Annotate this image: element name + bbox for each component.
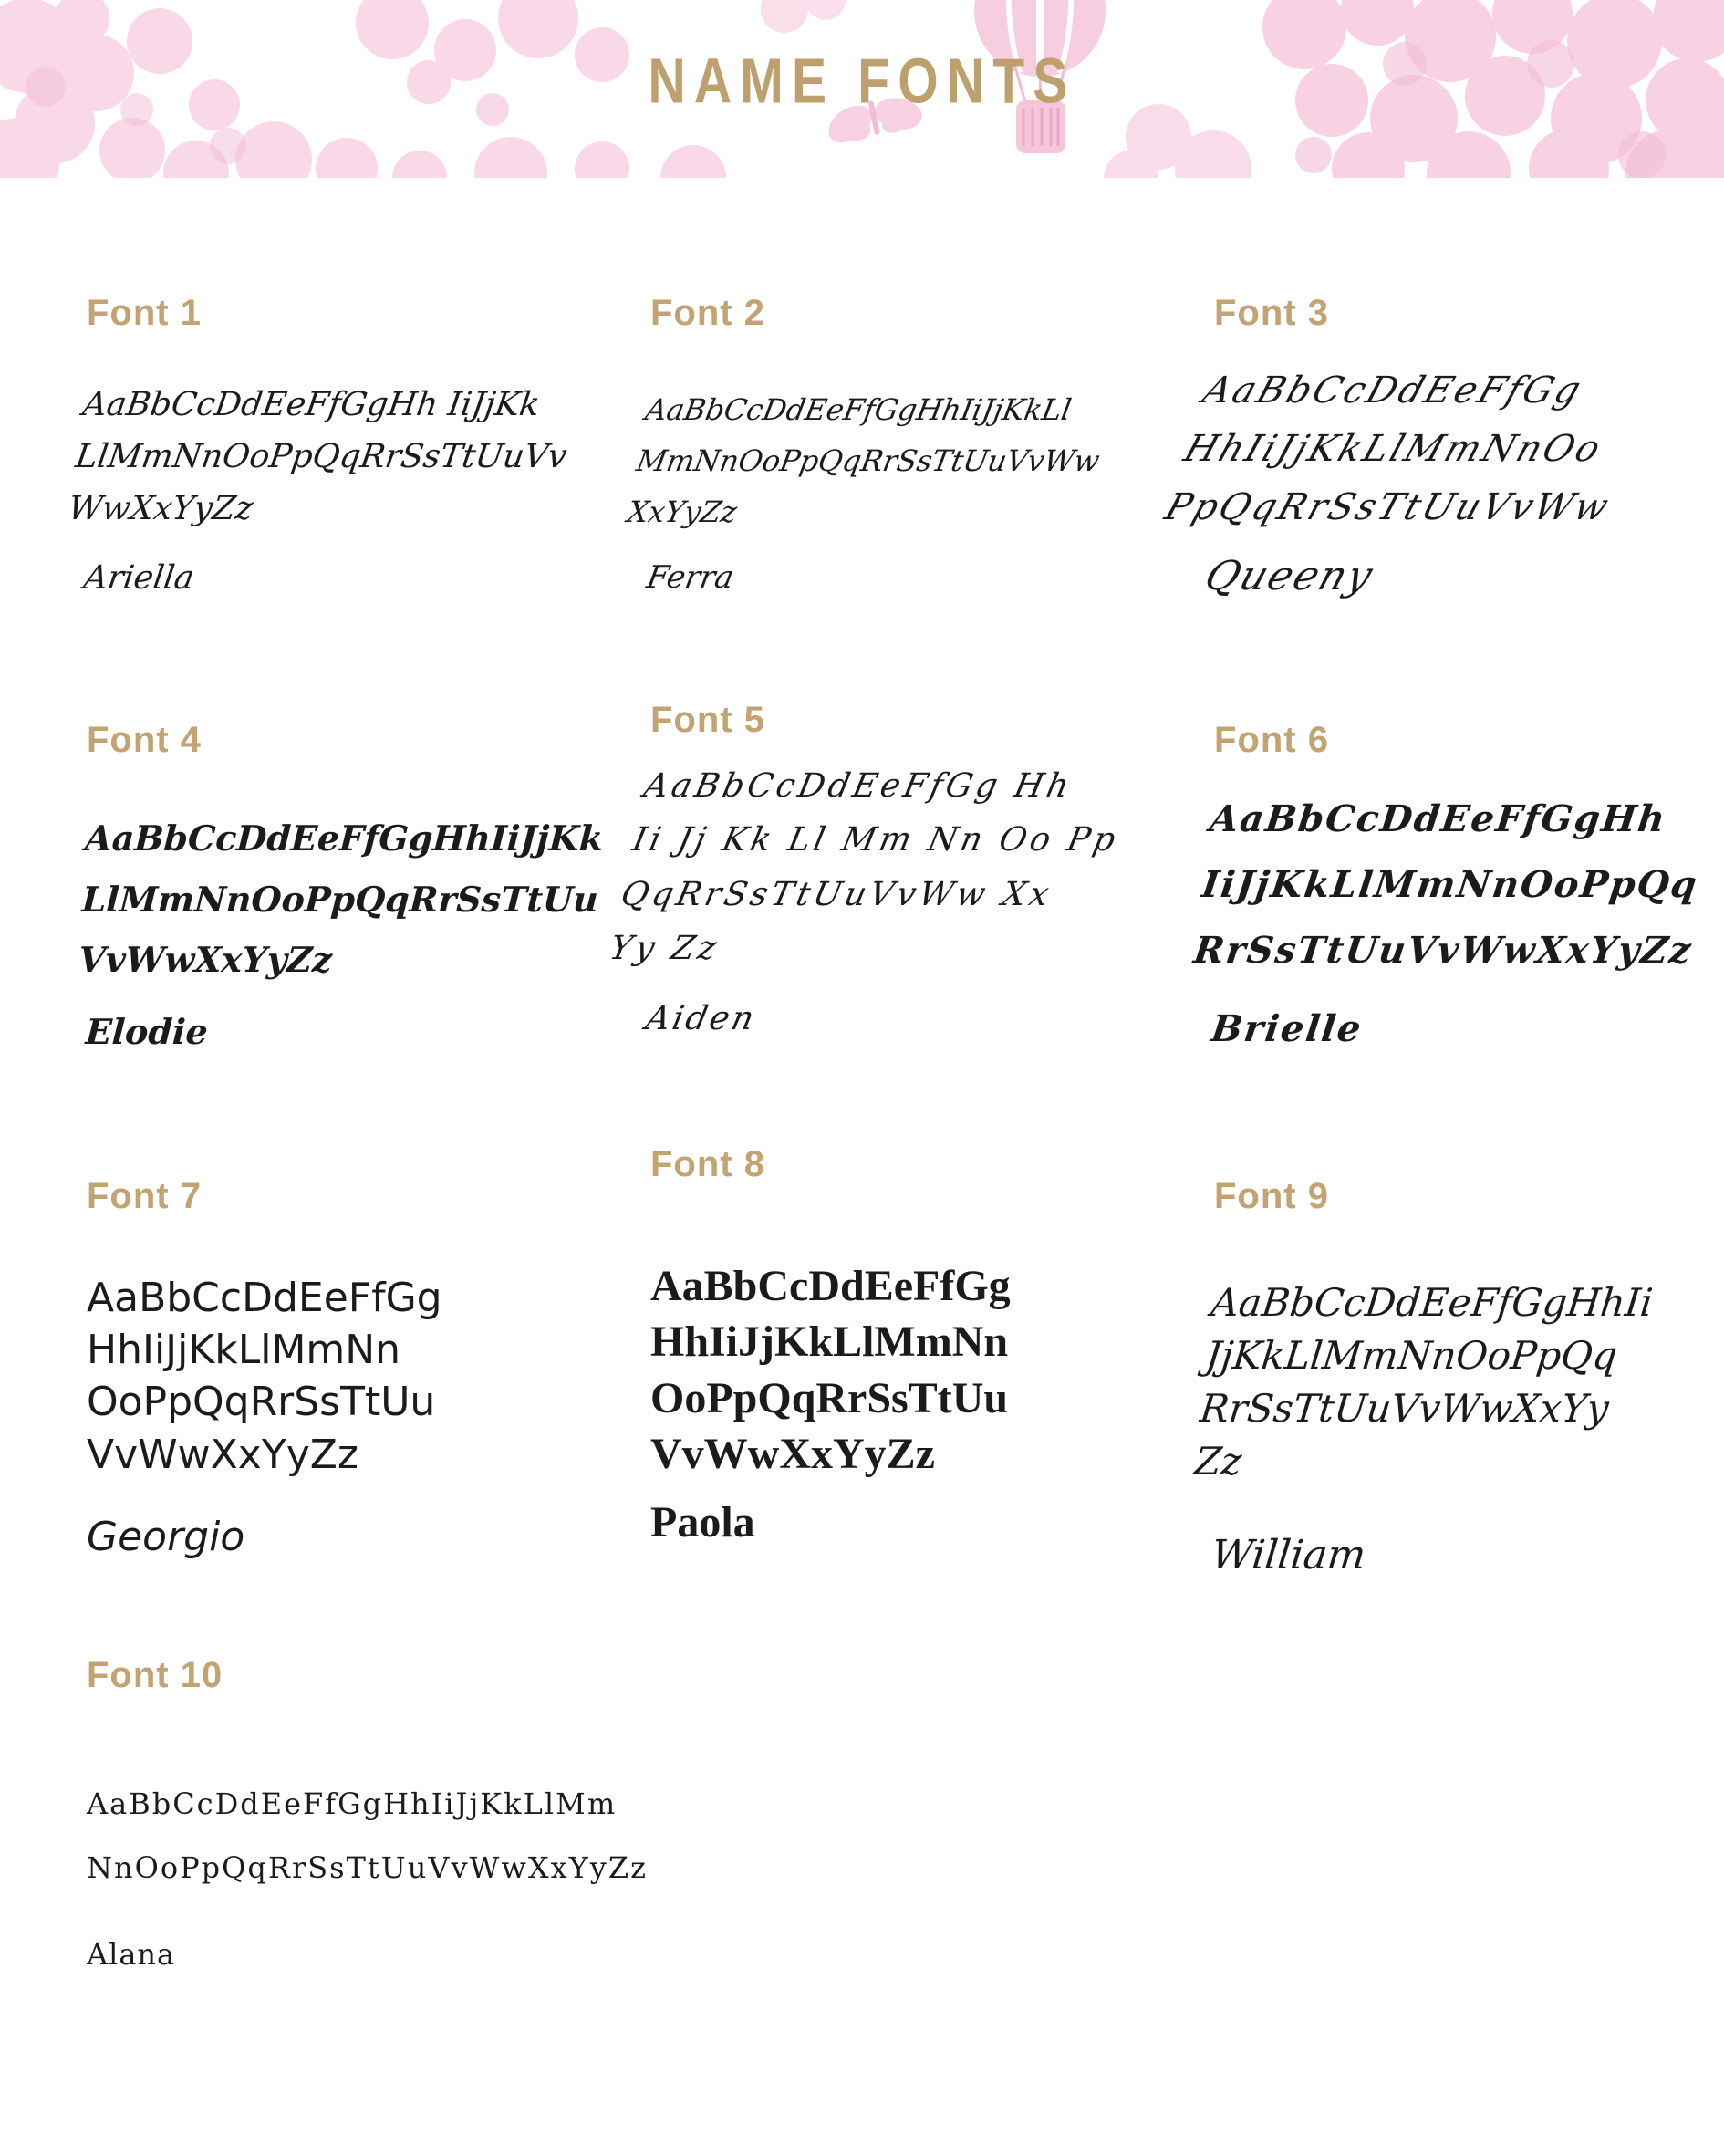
- alphabet-line: AaBbCcDdEeFfGgHh: [1207, 797, 1669, 840]
- font-card-2: [624, 293, 1161, 596]
- alphabet-line: LlMmNnOoPpQqRrSsTtUu: [80, 878, 600, 920]
- font-row: [0, 1144, 1724, 1655]
- font-label: Font 5: [650, 700, 765, 740]
- example-name: Elodie: [84, 1010, 209, 1052]
- alphabet-line: QqRrSsTtUuVvWw Xx: [618, 875, 1056, 913]
- alphabet-line: PpQqRrSsTtUuVvWw: [1159, 486, 1616, 528]
- font-row: [0, 293, 1724, 720]
- font-row: [0, 1655, 1724, 1972]
- font-alphabet-sample: [87, 1772, 648, 1901]
- alphabet-line: RrSsTtUuVvWwXxYy: [1198, 1385, 1611, 1431]
- font-alphabet-sample: [65, 380, 597, 536]
- example-name: Alana: [87, 1936, 176, 1972]
- alphabet-line: LlMmNnOoPpQqRrSsTtUuVv: [73, 437, 569, 475]
- example-name: William: [1209, 1531, 1368, 1578]
- font-card-8: [650, 1144, 1161, 1547]
- alphabet-line: VvWwXxYyZz: [78, 939, 334, 980]
- font-label: Font 3: [1214, 293, 1329, 333]
- example-name: Queeny: [1199, 553, 1380, 599]
- page-title: NAME FONTS: [648, 47, 1076, 118]
- font-label: Font 1: [87, 293, 202, 333]
- font-label: Font 9: [1214, 1176, 1329, 1216]
- font-label: Font 8: [650, 1144, 765, 1184]
- alphabet-line: HhIiJjKkLlMmNnOo: [1179, 428, 1608, 470]
- alphabet-line: Ii Jj Kk Ll Mm Nn Oo Pp: [628, 821, 1123, 859]
- example-name: Aiden: [642, 999, 761, 1037]
- font-alphabet-sample: [650, 1258, 1161, 1483]
- alphabet-line: VvWwXxYyZz: [650, 1430, 935, 1479]
- alphabet-line: MmNnOoPpQqRrSsTtUuVvWw: [633, 443, 1103, 478]
- banner: [0, 0, 1724, 178]
- alphabet-line: JjKkLlMmNnOoPpQq: [1203, 1332, 1620, 1378]
- font-card-5: [606, 700, 1161, 1037]
- font-card-10: [87, 1655, 648, 1972]
- alphabet-line: AaBbCcDdEeFfGg Hh: [640, 767, 1076, 805]
- font-card-6: [1191, 720, 1724, 1050]
- alphabet-line: AaBbCcDdEeFfGg: [650, 1262, 1011, 1310]
- example-name: Georgio: [87, 1513, 245, 1560]
- font-label: Font 7: [87, 1176, 202, 1216]
- alphabet-line: WwXxYyZz: [66, 489, 255, 527]
- alphabet-line: AaBbCcDdEeFfGg: [87, 1275, 442, 1321]
- alphabet-line: HhIiJjKkLlMmNn: [650, 1318, 1009, 1367]
- font-alphabet-sample: [87, 1272, 597, 1481]
- alphabet-line: AaBbCcDdEeFfGgHh IiJjKk: [80, 386, 543, 423]
- alphabet-line: AaBbCcDdEeFfGgHhIiJjKkLl: [642, 392, 1075, 427]
- font-card-7: [87, 1176, 597, 1560]
- font-label: Font 4: [87, 720, 202, 760]
- example-name: Ariella: [81, 558, 197, 597]
- alphabet-line: RrSsTtUuVvWwXxYyZz: [1191, 929, 1696, 972]
- alphabet-line: VvWwXxYyZz: [87, 1431, 358, 1478]
- alphabet-line: HhIiJjKkLlMmNn: [87, 1327, 401, 1374]
- example-name: Brielle: [1209, 1007, 1366, 1050]
- alphabet-line: AaBbCcDdEeFfGg: [1198, 370, 1589, 411]
- alphabet-line: OoPpQqRrSsTtUu: [650, 1373, 1009, 1422]
- font-card-3: [1159, 293, 1724, 599]
- font-card-1: [66, 293, 597, 597]
- example-name: Ferra: [643, 559, 737, 596]
- font-label: Font 2: [650, 293, 765, 333]
- alphabet-line: Yy Zz: [606, 930, 723, 968]
- font-alphabet-sample: [78, 808, 605, 991]
- alphabet-line: IiJjKkLlMmNnOoPpQq: [1199, 863, 1701, 906]
- font-card-4: [78, 720, 605, 1052]
- example-name: Paola: [650, 1497, 755, 1547]
- alphabet-line: OoPpQqRrSsTtUu: [87, 1379, 436, 1426]
- font-card-9: [1192, 1176, 1724, 1578]
- font-alphabet-sample: [1158, 361, 1724, 536]
- alphabet-line: Zz: [1192, 1438, 1244, 1484]
- alphabet-line: XxYyZz: [624, 495, 740, 529]
- alphabet-line: AaBbCcDdEeFfGgHhIiJjKk: [84, 818, 605, 859]
- font-alphabet-sample: [623, 384, 1161, 537]
- font-label: Font 6: [1214, 720, 1329, 760]
- alphabet-line: NnOoPpQqRrSsTtUuVvWwXxYyZz: [87, 1850, 648, 1886]
- font-alphabet-sample: [605, 759, 1161, 976]
- alphabet-line: AaBbCcDdEeFfGgHhIi: [1209, 1280, 1656, 1325]
- alphabet-line: AaBbCcDdEeFfGgHhIiJjKkLlMm: [87, 1786, 618, 1821]
- font-alphabet-sample: [1192, 1276, 1724, 1488]
- font-alphabet-sample: [1189, 786, 1724, 984]
- font-label: Font 10: [87, 1655, 223, 1695]
- font-row: [0, 700, 1724, 1176]
